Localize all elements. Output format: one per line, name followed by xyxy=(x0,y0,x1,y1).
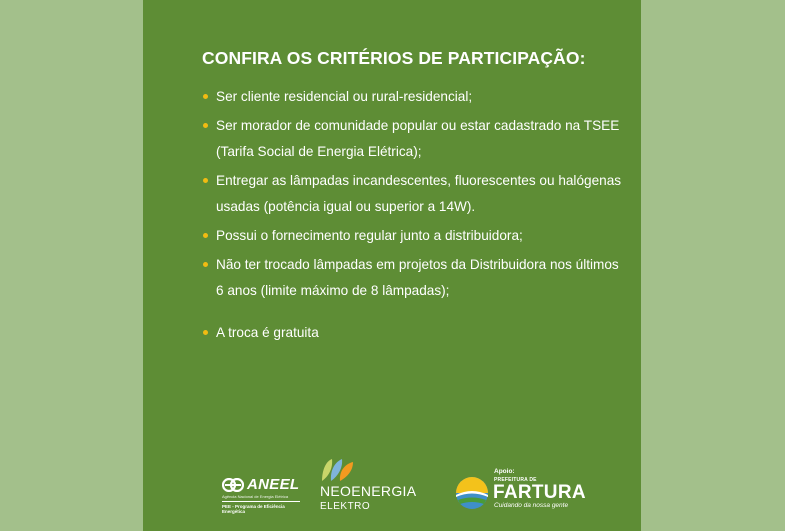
bullet-icon xyxy=(203,94,208,99)
criteria-item xyxy=(200,223,630,249)
criteria-text: Não ter trocado lâmpadas em projetos da Distribuidora nos últimos 6 anos (limite máximo de 8 lâmpadas); xyxy=(216,257,619,298)
neoenergia-logo xyxy=(320,456,440,512)
criteria-title: CONFIRA OS CRITÉRIOS DE PARTICIPAÇÃO: xyxy=(202,48,586,68)
criteria-list xyxy=(200,84,630,349)
fartura-slogan: Cuidando da nossa gente xyxy=(494,502,569,509)
aneel-program: PEE - Programa de Eficiência Energética xyxy=(222,504,285,514)
bullet-icon xyxy=(203,233,208,238)
info-card xyxy=(143,0,641,531)
sponsor-logos xyxy=(143,448,641,528)
criteria-text: Possui o fornecimento regular junto a distribuidora; xyxy=(216,228,523,243)
bullet-icon xyxy=(203,330,208,335)
criteria-text: Ser morador de comunidade popular ou estar cadastrado na TSEE (Tarifa Social de Energia Elétrica); xyxy=(216,118,620,159)
aneel-logo xyxy=(222,476,300,514)
aneel-symbol-icon xyxy=(222,478,244,492)
aneel-divider xyxy=(222,501,300,502)
fartura-apoio: Apoio: xyxy=(494,468,515,475)
criteria-item xyxy=(200,168,630,220)
fartura-prefeitura: PREFEITURA DE xyxy=(494,477,537,483)
aneel-subtitle: Agência Nacional de Energia Elétrica xyxy=(222,494,289,499)
neoenergia-leaf-icon xyxy=(320,456,358,482)
criteria-item xyxy=(200,113,630,165)
criteria-item xyxy=(200,84,630,110)
criteria-text: Ser cliente residencial ou rural-residencial; xyxy=(216,89,473,104)
fartura-name: FARTURA xyxy=(493,482,586,503)
bullet-icon xyxy=(203,178,208,183)
fartura-emblem-icon xyxy=(455,476,489,510)
neoenergia-sub: ELEKTRO xyxy=(320,501,371,512)
bullet-icon xyxy=(203,262,208,267)
criteria-text: Entregar as lâmpadas incandescentes, fluorescentes ou halógenas usadas (potência igual ou superior a 14W). xyxy=(216,173,622,214)
extra-note xyxy=(200,320,630,346)
neoenergia-name: NEOENERGIA xyxy=(320,483,417,499)
criteria-item xyxy=(200,252,630,304)
extra-note-text: A troca é gratuita xyxy=(216,325,319,340)
bullet-icon xyxy=(203,123,208,128)
aneel-name: ANEEL xyxy=(247,476,300,493)
fartura-logo xyxy=(455,468,605,518)
